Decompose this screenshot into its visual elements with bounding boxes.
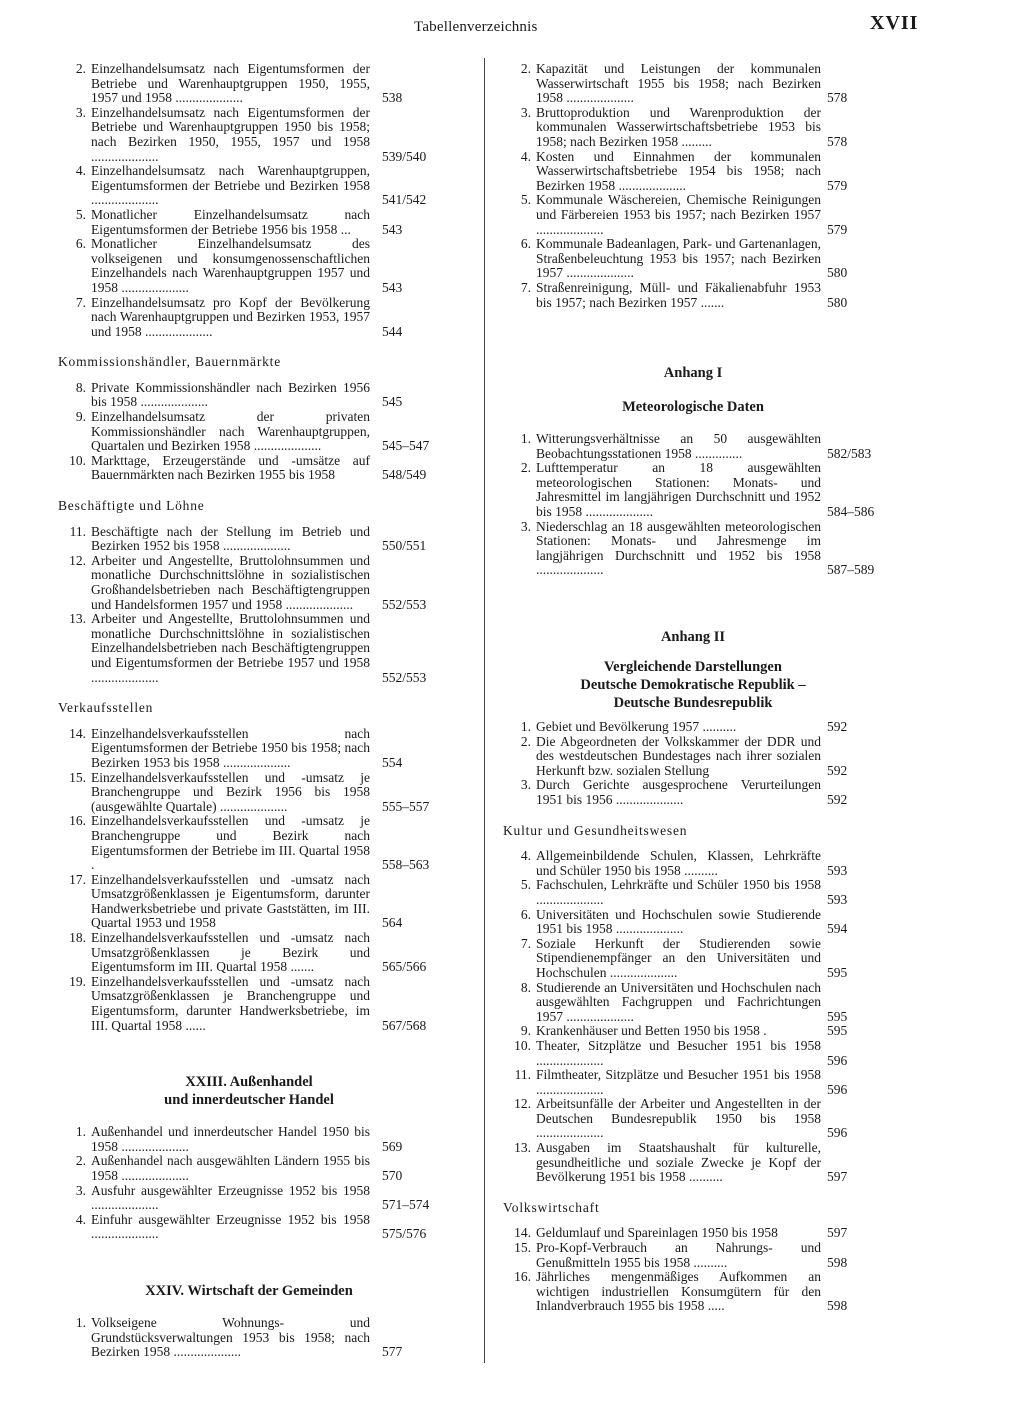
- entry-page-number: 579: [827, 221, 848, 237]
- section-heading: XXIII. Außenhandel: [185, 1074, 313, 1091]
- toc-entry: [503, 1068, 883, 1097]
- entry-title: Einzelhandelsverkaufsstellen und -umsatz je Branchengruppe und Bezirk nach Eigentumsformen der Betriebe im III. Quartal 1958 .: [91, 813, 370, 873]
- entry-number: 10.: [69, 452, 86, 468]
- toc-entry: [503, 237, 883, 281]
- entry-number: 12.: [514, 1096, 531, 1112]
- entry-title: Einzelhandelsverkaufsstellen und -umsatz je Branchengruppe und Bezirk 1956 bis 1958 (ausgewählte Quartale) ....................: [91, 769, 370, 814]
- toc-entry: [503, 1141, 883, 1185]
- entry-number: 2.: [520, 733, 531, 749]
- section-heading: XXIV. Wirtschaft der Gemeinden: [145, 1282, 353, 1299]
- entry-page-number: 545–547: [382, 438, 430, 454]
- entry-number: 4.: [520, 848, 531, 864]
- entry-number: 2.: [520, 460, 531, 476]
- entry-number: 11.: [69, 523, 86, 539]
- toc-entry: [58, 237, 440, 295]
- entry-title: Einzelhandelsumsatz nach Eigentumsformen der Betriebe und Warenhauptgruppen 1950, 1955, 1957 und 1958 ....................: [91, 61, 370, 106]
- entry-number: 5.: [520, 877, 531, 893]
- entry-page-number: 548/549: [382, 467, 427, 483]
- entry-page-number: 577: [382, 1344, 403, 1360]
- entry-number: 3.: [75, 104, 86, 120]
- spacer: [503, 382, 883, 398]
- entry-list: [503, 849, 883, 1185]
- entry-number: 14.: [69, 725, 86, 741]
- entry-page-number: 552/553: [382, 596, 427, 612]
- entry-list: [503, 62, 883, 310]
- entry-list: [58, 525, 440, 686]
- entry-page-number: 592: [827, 762, 848, 778]
- entry-title: Außenhandel und innerdeutscher Handel 1950 bis 1958 ....................: [91, 1124, 370, 1154]
- entry-title: Ausfuhr ausgewählter Erzeugnisse 1952 bis 1958 ....................: [91, 1182, 370, 1213]
- toc-entry: [58, 296, 440, 340]
- entry-number: 8.: [75, 379, 86, 395]
- spacer: [503, 310, 883, 364]
- entry-page-number: 544: [382, 323, 403, 339]
- entry-title: Einzelhandelsverkaufsstellen nach Eigentumsformen der Betriebe 1950 bis 1958; nach Bezirken 1953 bis 1958 ....................: [91, 725, 370, 770]
- entry-title: Filmtheater, Sitzplätze und Besucher 1951 bis 1958 ....................: [536, 1067, 821, 1097]
- entry-title: Arbeiter und Angestellte, Bruttolohnsummen und monatliche Durchschnittslöhne in sozialistischen Einzelhandelsbetrieben nach Beschäftigtengruppen und Eigentumsformen der Betriebe 1957 und 1958 ....................: [91, 611, 370, 685]
- entry-number: 6.: [520, 906, 531, 922]
- entry-page-number: 543: [382, 221, 403, 237]
- toc-entry: [58, 106, 440, 164]
- entry-page-number: 580: [827, 294, 848, 310]
- entry-list: [58, 1125, 440, 1242]
- toc-entry: [503, 106, 883, 150]
- toc-entry: [503, 1270, 883, 1314]
- entry-page-number: 595: [827, 964, 848, 980]
- toc-entry: [58, 1213, 440, 1242]
- column-divider: [484, 58, 485, 1363]
- toc-entry: [58, 410, 440, 454]
- toc-entry: [58, 554, 440, 612]
- entry-title: Soziale Herkunft der Studierenden sowie Stipendienempfänger an den Universitäten und Hochschulen ....................: [536, 935, 821, 980]
- entry-number: 9.: [75, 409, 86, 425]
- toc-entry: [503, 849, 883, 878]
- entry-title: Monatlicher Einzelhandelsumsatz des volkseigenen und konsumgenossenschaftlichen Einzelhandels nach Warenhauptgruppen 1957 und 1958 ....................: [91, 236, 370, 295]
- entry-number: 11.: [514, 1067, 531, 1083]
- entry-title: Geldumlauf und Spareinlagen 1950 bis 1958: [536, 1225, 778, 1241]
- entry-title: Arbeitsunfälle der Arbeiter und Angestellten in der Deutschen Bundesrepublik 1950 bis 1958 ....................: [536, 1096, 821, 1141]
- entry-number: 5.: [75, 206, 86, 222]
- toc-entry: [503, 432, 883, 461]
- toc-entry: [58, 1316, 440, 1360]
- entry-number: 19.: [69, 973, 86, 989]
- toc-entry: [58, 208, 440, 237]
- appendix-subheading: Meteorologische Daten: [622, 399, 764, 416]
- entry-title: Einfuhr ausgewählter Erzeugnisse 1952 bis 1958 ....................: [91, 1211, 370, 1242]
- entry-title: Krankenhäuser und Betten 1950 bis 1958 .: [536, 1023, 767, 1039]
- entry-title: Kommunale Badeanlagen, Park- und Gartenanlagen, Straßenbeleuchtung 1953 bis 1957; nach Bezirken 1957 ....................: [536, 236, 821, 281]
- entry-page-number: 580: [827, 265, 848, 281]
- entry-page-number: 543: [382, 279, 403, 295]
- entry-page-number: 565/566: [382, 959, 427, 975]
- entry-page-number: 597: [827, 1169, 848, 1185]
- entry-list: [503, 1226, 883, 1314]
- entry-title: Außenhandel nach ausgewählten Ländern 1955 bis 1958 ....................: [91, 1153, 370, 1183]
- toc-entry: [503, 1226, 883, 1241]
- entry-number: 14.: [514, 1225, 531, 1241]
- toc-entry: [503, 520, 883, 578]
- entry-title: Beschäftigte nach der Stellung im Betrieb und Bezirken 1952 bis 1958 ....................: [91, 523, 370, 554]
- toc-entry: [503, 1039, 883, 1068]
- entry-title: Pro-Kopf-Verbrauch an Nahrungs- und Genußmitteln 1955 bis 1958 ..........: [536, 1240, 821, 1270]
- entry-page-number: 570: [382, 1168, 403, 1183]
- entry-title: Einzelhandelsverkaufsstellen und -umsatz nach Umsatzgrößenklassen je Branchengruppe und Eigentumsform, darunter Handwerksbetriebe, im III. Quartal 1958 ......: [91, 973, 370, 1033]
- entry-page-number: 554: [382, 754, 403, 770]
- entry-page-number: 596: [827, 1081, 848, 1097]
- entry-number: 2.: [75, 1153, 86, 1169]
- entry-page-number: 594: [827, 921, 848, 937]
- toc-entry: [58, 1154, 440, 1183]
- toc-entry: [58, 975, 440, 1033]
- entry-page-number: 555–557: [382, 798, 430, 814]
- subsection-heading: Verkaufsstellen: [58, 700, 154, 716]
- entry-page-number: 598: [827, 1254, 848, 1270]
- subsection-heading: Beschäftigte und Löhne: [58, 498, 205, 514]
- entry-page-number: 582/583: [827, 445, 872, 461]
- spacer: [503, 578, 883, 628]
- entry-title: Ausgaben im Staatshaushalt für kulturelle, gesundheitliche und soziale Zwecke je Kopf der Bevölkerung 1951 bis 1958 ..........: [536, 1140, 821, 1185]
- subsection-heading: Kommissionshändler, Bauernmärkte: [58, 354, 282, 370]
- entry-number: 2.: [520, 61, 531, 76]
- entry-number: 6.: [75, 236, 86, 252]
- entry-title: Die Abgeordneten der Volkskammer der DDR und des westdeutschen Bundestages nach ihrer sozialen Herkunft bzw. sozialen Stellung: [536, 733, 821, 778]
- toc-entry: [503, 778, 883, 807]
- subsection-heading: Volkswirtschaft: [503, 1199, 600, 1215]
- left-column: [58, 62, 440, 1360]
- entry-number: 13.: [69, 611, 86, 627]
- entry-title: Gebiet und Bevölkerung 1957 ..........: [536, 719, 737, 735]
- entry-number: 3.: [520, 104, 531, 120]
- entry-number: 7.: [75, 294, 86, 310]
- spacer: [503, 416, 883, 432]
- entry-page-number: 592: [827, 792, 848, 807]
- entry-number: 13.: [514, 1140, 531, 1156]
- toc-entry: [503, 735, 883, 779]
- toc-entry: [503, 461, 883, 519]
- entry-title: Bruttoproduktion und Warenproduktion der kommunalen Wasserwirtschaftsbetriebe 1953 bis 1958; nach Bezirken 1958 .........: [536, 104, 821, 149]
- entry-number: 1.: [75, 1314, 86, 1330]
- entry-title: Durch Gerichte ausgesprochene Verurteilungen 1951 bis 1956 ....................: [536, 777, 821, 807]
- appendix-subheading: Deutsche Bundesrepublik: [613, 695, 773, 712]
- toc-entry: [58, 381, 440, 410]
- spacer: [58, 1242, 440, 1282]
- toc-entry: [58, 814, 440, 872]
- entry-page-number: 584–586: [827, 504, 875, 520]
- appendix-subheading: Deutsche Demokratische Republik –: [580, 677, 806, 694]
- entry-page-number: 552/553: [382, 669, 427, 685]
- entry-number: 4.: [520, 148, 531, 164]
- entry-title: Studierende an Universitäten und Hochschulen nach ausgewählten Fachgruppen und Fachrichtungen 1957 ....................: [536, 979, 821, 1024]
- toc-entry: [503, 1241, 883, 1270]
- entry-number: 12.: [69, 552, 86, 568]
- running-title: Tabellenverzeichnis: [414, 19, 538, 35]
- entry-page-number: 550/551: [382, 538, 427, 554]
- entry-title: Kommunale Wäschereien, Chemische Reinigungen und Färbereien 1953 bis 1957; nach Bezirken 1957 ....................: [536, 192, 821, 237]
- toc-entry: [503, 150, 883, 194]
- entry-page-number: 595: [827, 1023, 848, 1039]
- entry-page-number: 571–574: [382, 1197, 430, 1213]
- entry-page-number: 558–563: [382, 857, 430, 873]
- entry-number: 1.: [520, 719, 531, 735]
- entry-number: 15.: [69, 769, 86, 785]
- spacer: [58, 1033, 440, 1073]
- entry-page-number: 539/540: [382, 148, 427, 164]
- entry-title: Lufttemperatur an 18 ausgewählten meteorologischen Stationen: Monats- und Jahresmittel im langjährigen Durchschnitt und 1952 bis 1958 ....................: [536, 460, 821, 520]
- entry-number: 17.: [69, 871, 86, 887]
- entry-number: 9.: [520, 1023, 531, 1039]
- entry-list: [503, 432, 883, 578]
- entry-page-number: 567/568: [382, 1017, 427, 1033]
- entry-page-number: 579: [827, 177, 848, 193]
- toc-entry: [58, 525, 440, 554]
- toc-entry: [503, 193, 883, 237]
- toc-entry: [58, 1184, 440, 1213]
- spacer: [58, 1300, 440, 1316]
- toc-entry: [503, 1097, 883, 1141]
- entry-page-number: 595: [827, 1008, 848, 1024]
- entry-page-number: 538: [382, 90, 403, 106]
- entry-title: Theater, Sitzplätze und Besucher 1951 bis 1958 ....................: [536, 1037, 821, 1068]
- toc-entry: [503, 281, 883, 310]
- entry-number: 3.: [520, 777, 531, 793]
- entry-title: Arbeiter und Angestellte, Bruttolohnsummen und monatliche Durchschnittslöhne in sozialistischen Großhandelsbetrieben nach Beschäftigtengruppen und Handelsformen 1957 und 1958 ....................: [91, 552, 370, 612]
- entry-page-number: 545: [382, 394, 403, 410]
- appendix-heading: Anhang II: [660, 629, 726, 646]
- entry-title: Volkseigene Wohnungs- und Grundstücksverwaltungen 1953 bis 1958; nach Bezirken 1958 ....................: [91, 1314, 370, 1360]
- entry-title: Jährliches mengenmäßiges Aufkommen an wichtigen industriellen Konsumgütern für den Inlandverbrauch 1955 bis 1958 .....: [536, 1269, 821, 1314]
- entry-number: 15.: [514, 1240, 531, 1256]
- entry-list: [58, 1316, 440, 1360]
- entry-list: [58, 727, 440, 1033]
- toc-entry: [503, 720, 883, 735]
- entry-number: 4.: [75, 1211, 86, 1227]
- entry-page-number: 587–589: [827, 562, 875, 578]
- entry-title: Straßenreinigung, Müll- und Fäkalienabfuhr 1953 bis 1957; nach Bezirken 1957 .......: [536, 279, 821, 310]
- toc-entry: [503, 937, 883, 981]
- entry-title: Einzelhandelsverkaufsstellen und -umsatz nach Umsatzgrößenklassen je Eigentumsform, darunter Handwerksbetriebe und private Gaststätten, im III. Quartal 1953 und 1958: [91, 871, 370, 931]
- entry-page-number: 569: [382, 1138, 403, 1154]
- entry-number: 18.: [69, 930, 86, 946]
- entry-number: 1.: [520, 431, 531, 447]
- toc-entry: [503, 1024, 883, 1039]
- entry-title: Einzelhandelsumsatz der privaten Kommissionshändler nach Warenhauptgruppen, Quartalen und Bezirken 1958 ....................: [91, 409, 370, 454]
- toc-entry: [58, 612, 440, 685]
- entry-title: Einzelhandelsumsatz pro Kopf der Bevölkerung nach Warenhauptgruppen und Bezirken 1953, 1957 und 1958 ....................: [91, 294, 370, 339]
- toc-entry: [503, 908, 883, 937]
- entry-title: Einzelhandelsumsatz nach Eigentumsformen der Betriebe und Warenhauptgruppen 1950 bis 1958; nach Bezirken 1950, 1955, 1957 und 1958 ....................: [91, 104, 370, 164]
- entry-title: Kosten und Einnahmen der kommunalen Wasserwirtschaftsbetriebe 1954 bis 1958; nach Bezirken 1958 ....................: [536, 148, 821, 193]
- toc-entry: [58, 771, 440, 815]
- entry-number: 3.: [75, 1182, 86, 1198]
- entry-number: 16.: [514, 1269, 531, 1285]
- entry-number: 3.: [520, 518, 531, 534]
- entry-page-number: 596: [827, 1052, 848, 1068]
- entry-title: Fachschulen, Lehrkräfte und Schüler 1950 bis 1958 ....................: [536, 877, 821, 907]
- entry-number: 7.: [520, 935, 531, 951]
- entry-title: Witterungsverhältnisse an 50 ausgewählten Beobachtungsstationen 1958 ..............: [536, 431, 821, 461]
- subsection-heading: Kultur und Gesundheitswesen: [503, 822, 688, 838]
- toc-entry: [58, 873, 440, 931]
- entry-number: 10.: [514, 1037, 531, 1053]
- entry-page-number: 593: [827, 891, 848, 907]
- entry-number: 7.: [520, 279, 531, 295]
- entry-number: 5.: [520, 192, 531, 208]
- entry-number: 2.: [75, 61, 86, 76]
- entry-title: Einzelhandelsumsatz nach Warenhauptgruppen, Eigentumsformen der Betriebe und Bezirken 1958 ....................: [91, 163, 370, 208]
- entry-number: 4.: [75, 163, 86, 179]
- toc-entry: [58, 931, 440, 975]
- entry-title: Private Kommissionshändler nach Bezirken 1956 bis 1958 ....................: [91, 379, 370, 410]
- entry-page-number: 575/576: [382, 1226, 427, 1242]
- right-column: [503, 62, 883, 1314]
- toc-entry: [58, 454, 440, 483]
- entry-page-number: 596: [827, 1125, 848, 1141]
- entry-page-number: 593: [827, 862, 848, 878]
- toc-entry: [58, 62, 440, 106]
- spacer: [58, 1109, 440, 1125]
- spacer: [503, 646, 883, 658]
- entry-number: 1.: [75, 1124, 86, 1140]
- entry-title: Kapazität und Leistungen der kommunalen Wasserwirtschaft 1955 bis 1958; nach Bezirken 1958 ....................: [536, 61, 821, 106]
- entry-number: 6.: [520, 236, 531, 252]
- page-number: XVII: [870, 12, 919, 34]
- entry-title: Markttage, Erzeugerstände und -umsätze auf Bauernmärkten nach Bezirken 1955 bis 1958: [91, 452, 370, 483]
- entry-list: [58, 62, 440, 339]
- entry-title: Allgemeinbildende Schulen, Klassen, Lehrkräfte und Schüler 1950 bis 1958 ..........: [536, 848, 821, 878]
- appendix-heading: Anhang I: [663, 365, 723, 382]
- entry-list: [58, 381, 440, 483]
- entry-number: 8.: [520, 979, 531, 995]
- entry-page-number: 597: [827, 1225, 848, 1241]
- toc-entry: [503, 981, 883, 1025]
- entry-title: Einzelhandelsverkaufsstellen und -umsatz nach Umsatzgrößenklassen je Bezirk und Eigentumsform im III. Quartal 1958 .......: [91, 930, 370, 975]
- toc-entry: [58, 164, 440, 208]
- appendix-subheading: Vergleichende Darstellungen: [604, 659, 782, 676]
- toc-entry: [58, 727, 440, 771]
- entry-list: [503, 720, 883, 808]
- entry-title: Universitäten und Hochschulen sowie Studierende 1951 bis 1958 ....................: [536, 906, 821, 937]
- entry-page-number: 578: [827, 133, 848, 149]
- entry-page-number: 592: [827, 719, 848, 735]
- toc-entry: [503, 878, 883, 907]
- toc-entry: [503, 62, 883, 106]
- entry-number: 16.: [69, 813, 86, 829]
- entry-page-number: 598: [827, 1298, 848, 1314]
- section-heading: und innerdeutscher Handel: [164, 1092, 334, 1109]
- entry-page-number: 541/542: [382, 192, 427, 208]
- entry-title: Monatlicher Einzelhandelsumsatz nach Eigentumsformen der Betriebe 1956 bis 1958 ...: [91, 206, 370, 237]
- entry-title: Niederschlag an 18 ausgewählten meteorologischen Stationen: Monats- und Jahresmenge im langjährigen Durchschnitt und 1952 bis 1958 ....................: [536, 518, 821, 578]
- entry-page-number: 578: [827, 90, 848, 106]
- toc-entry: [58, 1125, 440, 1154]
- entry-page-number: 564: [382, 915, 403, 931]
